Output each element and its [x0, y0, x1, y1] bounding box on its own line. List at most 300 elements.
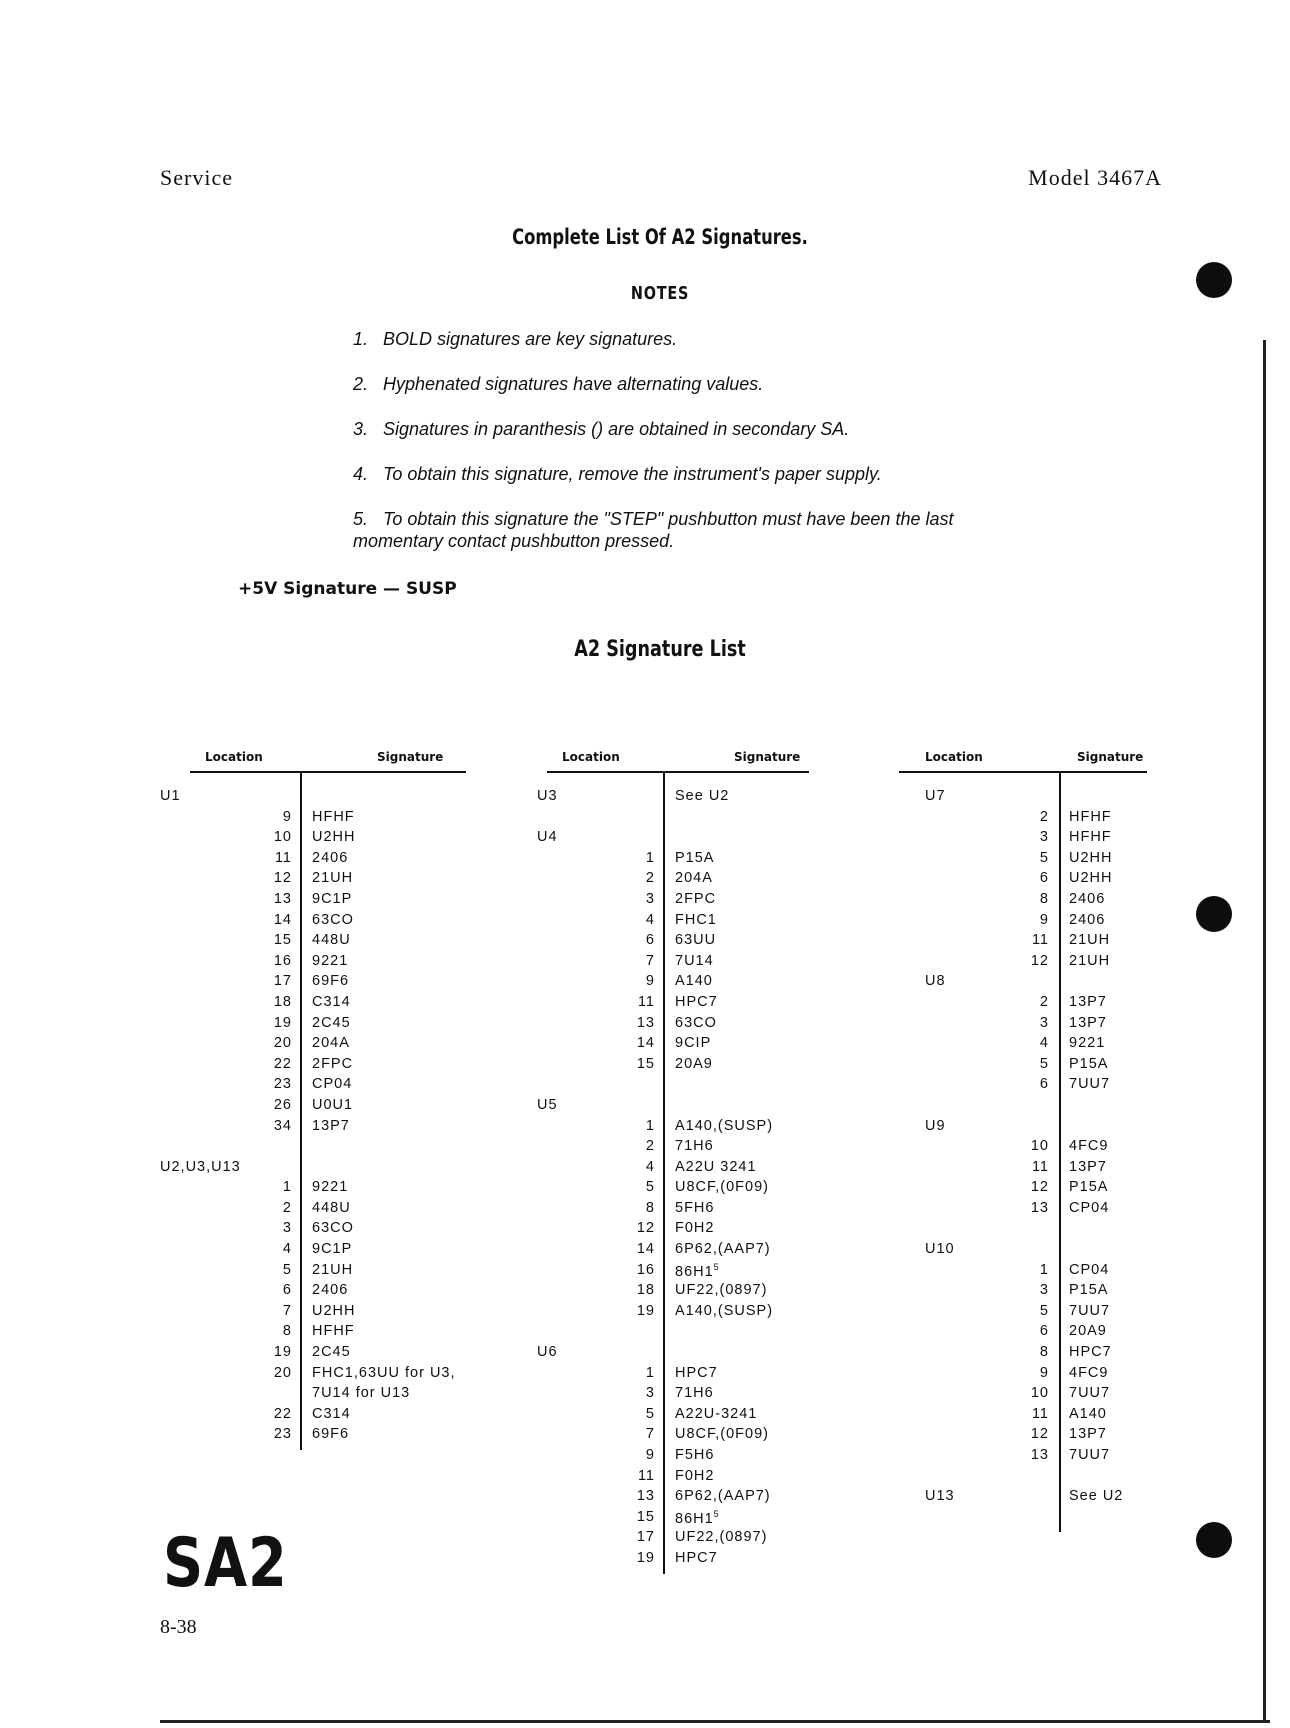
- pin-number: 1: [1039, 1261, 1049, 1278]
- pin-number: 3: [1039, 829, 1049, 846]
- pin-number: 5: [645, 1405, 655, 1422]
- pin-number: 15: [273, 932, 292, 949]
- pin-number: 12: [636, 1220, 655, 1237]
- binder-hole-marker: [1196, 1522, 1232, 1558]
- signature-text: 7U14: [675, 952, 714, 969]
- signature-value: [1069, 1262, 1109, 1278]
- signature-value: [675, 1241, 771, 1257]
- signature-value: [675, 1529, 767, 1545]
- signature-text: 20A9: [1069, 1323, 1107, 1340]
- signature-value: [312, 1179, 348, 1195]
- signature-value: [1069, 1056, 1108, 1072]
- signature-value: [312, 1303, 355, 1319]
- pin-number: 18: [636, 1282, 655, 1299]
- signature-text: 86H1: [675, 1263, 714, 1280]
- pin-number: 2: [1039, 808, 1049, 825]
- header-rule: [899, 771, 1147, 773]
- signature-text: 2406: [312, 849, 349, 866]
- signature-value: [1069, 829, 1112, 845]
- pin-number: 20: [273, 1364, 292, 1381]
- signature-text: CP04: [312, 1076, 353, 1093]
- note-text: Hyphenated signatures have alternating values.: [383, 374, 764, 394]
- signature-text: 63CO: [312, 911, 354, 928]
- location-group: U5: [537, 1096, 558, 1113]
- page-edge-right: [1263, 340, 1266, 1720]
- signature-value: [312, 1097, 353, 1113]
- signature-text: P15A: [675, 849, 715, 866]
- signature-value: [675, 1468, 714, 1484]
- signature-text: 13P7: [1069, 1426, 1107, 1443]
- pin-number: 8: [645, 1199, 655, 1216]
- signature-value: [1069, 1447, 1110, 1463]
- pin-number: 1: [645, 849, 655, 866]
- signature-text: 21UH: [312, 1261, 354, 1278]
- signature-text: 86H1: [675, 1510, 714, 1527]
- pin-number: 3: [645, 890, 655, 907]
- signature-value: [1069, 809, 1112, 825]
- signature-value: [675, 1159, 757, 1175]
- signature-header: Signature: [734, 750, 801, 764]
- signature-value: [312, 1076, 352, 1092]
- signature-text: CP04: [1069, 1261, 1110, 1278]
- signature-text: A140: [675, 973, 713, 990]
- signature-value: [312, 1426, 349, 1442]
- note-text: Signatures in paranthesis () are obtained in secondary SA.: [383, 419, 850, 439]
- signature-value: [1069, 1015, 1107, 1031]
- signature-text: 63CO: [675, 1014, 717, 1031]
- location-group: U13: [925, 1488, 955, 1505]
- signature-value: [312, 850, 348, 866]
- note-item: [353, 373, 993, 395]
- signature-value: [675, 1138, 714, 1154]
- pin-number: 4: [645, 1158, 655, 1175]
- pin-number: 13: [273, 890, 292, 907]
- signature-text: HPC7: [675, 1364, 718, 1381]
- pin-number: 8: [1039, 1344, 1049, 1361]
- location-group: U8: [925, 973, 946, 990]
- signature-value: [675, 932, 716, 948]
- pin-number: 7: [645, 952, 655, 969]
- signature-value: [675, 891, 716, 907]
- signature-text: 21UH: [1069, 932, 1111, 949]
- signature-text: F5H6: [675, 1447, 715, 1463]
- header-section-label: Service: [160, 165, 233, 190]
- signature-text: U2HH: [312, 1302, 356, 1319]
- pin-number: 19: [636, 1302, 655, 1319]
- signature-value: [1069, 850, 1112, 866]
- pin-number: 4: [282, 1241, 292, 1258]
- signature-text: 2406: [1069, 911, 1106, 928]
- signature-text: HPC7: [1069, 1344, 1112, 1361]
- location-group: U1: [160, 788, 181, 804]
- signature-value: [675, 1426, 769, 1442]
- signature-text: 71H6: [675, 1385, 714, 1402]
- signature-text: A22U 3241: [675, 1158, 757, 1175]
- pin-number: 18: [273, 993, 292, 1010]
- signature-text: CP04: [1069, 1199, 1110, 1216]
- signature-text: U8CF,(0F09): [675, 1426, 769, 1443]
- signature-value: [312, 1323, 355, 1339]
- pin-number: 11: [637, 993, 655, 1010]
- signature-text: 7UU7: [1069, 1447, 1111, 1463]
- binder-hole-marker: [1196, 896, 1232, 932]
- location-header: Location: [562, 750, 620, 764]
- pin-number: 10: [273, 829, 292, 846]
- signature-text: 63CO: [312, 1220, 354, 1237]
- signature-text: C314: [312, 1405, 351, 1422]
- signature-text: U0U1: [312, 1096, 354, 1113]
- signature-value: [675, 1303, 773, 1319]
- location-group: U9: [925, 1117, 946, 1134]
- note-text: To obtain this signature, remove the instrument's paper supply.: [383, 464, 882, 484]
- signature-value: [1069, 1406, 1107, 1422]
- signature-text: 4FC9: [1069, 1138, 1109, 1155]
- pin-number: 9: [1039, 911, 1049, 928]
- page-edge-bottom: [160, 1720, 1270, 1723]
- column-divider: [663, 772, 665, 1574]
- pin-number: 13: [1030, 1447, 1049, 1463]
- signature-text: HFHF: [1069, 829, 1112, 846]
- signature-list-title: A2 Signature List: [574, 637, 746, 662]
- pin-number: 6: [1039, 1076, 1049, 1093]
- signature-text: 7UU7: [1069, 1076, 1111, 1093]
- location-group: U2,U3,U13: [160, 1158, 241, 1175]
- pin-number: 2: [645, 870, 655, 887]
- pin-number: 14: [636, 1035, 655, 1052]
- signature-text: 9221: [1069, 1035, 1106, 1052]
- signature-header: Signature: [377, 750, 444, 764]
- pin-number: 14: [273, 911, 292, 928]
- signature-text: HFHF: [1069, 808, 1112, 825]
- location-group: U7: [925, 788, 946, 804]
- signature-value: [1069, 1200, 1109, 1216]
- signature-value: [312, 809, 355, 825]
- signature-value: [312, 953, 348, 969]
- signature-value: [675, 1015, 717, 1031]
- pin-number: 9: [282, 808, 292, 825]
- signature-value: [312, 1365, 456, 1381]
- signature-text: HFHF: [312, 1323, 355, 1340]
- signature-value: [312, 912, 354, 928]
- signature-value: [675, 1179, 769, 1195]
- signature-value: [675, 788, 729, 804]
- pin-number: 15: [636, 1508, 655, 1525]
- signature-text: P15A: [1069, 1179, 1109, 1196]
- signature-value: [1069, 1344, 1112, 1360]
- pin-number: 11: [1031, 1405, 1049, 1422]
- location-group: U10: [925, 1241, 955, 1258]
- pin-number: 11: [274, 849, 292, 866]
- pin-number: 5: [282, 1261, 292, 1278]
- signature-text: HFHF: [312, 808, 355, 825]
- signature-value: [312, 1385, 410, 1401]
- signature-text: 2C45: [312, 1014, 351, 1031]
- signature-text: 5FH6: [675, 1199, 715, 1216]
- signature-value: [1069, 1076, 1110, 1092]
- signature-value: [312, 994, 351, 1010]
- pin-number: 23: [273, 1426, 292, 1443]
- signature-value: [1069, 1179, 1108, 1195]
- pin-number: 17: [273, 973, 292, 990]
- signature-value: [675, 1385, 714, 1401]
- signature-value: [1069, 1282, 1108, 1298]
- signature-value: [1069, 1138, 1108, 1154]
- signature-text: 2406: [312, 1282, 349, 1299]
- pin-number: 1: [645, 1364, 655, 1381]
- pin-number: 23: [273, 1076, 292, 1093]
- signature-text: HPC7: [675, 993, 718, 1010]
- note-item: [353, 508, 993, 552]
- pin-number: 13: [636, 1488, 655, 1505]
- signature-value: [1069, 953, 1110, 969]
- signature-text: 204A: [312, 1035, 350, 1052]
- signature-text: HPC7: [675, 1549, 718, 1566]
- pin-number: 7: [645, 1426, 655, 1443]
- note-number: 4.: [353, 464, 369, 484]
- signature-value: [1069, 1323, 1107, 1339]
- signature-value: [675, 1406, 757, 1422]
- pin-number: 19: [273, 1014, 292, 1031]
- notes-heading: NOTES: [630, 283, 690, 304]
- signature-text: 9CIP: [675, 1035, 712, 1052]
- signature-value: [312, 1200, 351, 1216]
- pin-number: 5: [1039, 1302, 1049, 1319]
- signature-text: A140: [1069, 1405, 1107, 1422]
- note-item: [353, 328, 993, 350]
- signature-value: [312, 1015, 351, 1031]
- signature-text: See U2: [675, 788, 730, 804]
- section-tag-sa2: SA2: [163, 1524, 288, 1603]
- pin-number: 12: [1030, 1179, 1049, 1196]
- pin-number: 5: [645, 1179, 655, 1196]
- signature-value: [1069, 1488, 1123, 1504]
- signature-text: A22U-3241: [675, 1405, 758, 1422]
- signature-value: [675, 1035, 711, 1051]
- signature-value: [675, 1056, 713, 1072]
- signature-value: [675, 1488, 771, 1504]
- note-text: To obtain this signature the "STEP" pushbutton must have been the last momentary contact pushbutton pressed.: [353, 509, 954, 551]
- signature-text: 2FPC: [675, 890, 717, 907]
- signature-text: 9221: [312, 952, 349, 969]
- pin-number: 14: [636, 1241, 655, 1258]
- header-model-label: Model 3467A: [1028, 165, 1162, 190]
- page-number: 8-38: [160, 1616, 197, 1638]
- signature-text: FHC1: [675, 911, 717, 928]
- header-rule: [190, 771, 466, 773]
- signature-value: [312, 1406, 351, 1422]
- signature-text: F0H2: [675, 1467, 715, 1484]
- signature-value: [1069, 932, 1110, 948]
- signature-text: 69F6: [312, 1426, 350, 1443]
- pin-number: 6: [645, 932, 655, 949]
- pin-number: 17: [636, 1529, 655, 1546]
- note-text: BOLD signatures are key signatures.: [383, 329, 678, 349]
- pin-number: 2: [282, 1199, 292, 1216]
- signature-text: 4FC9: [1069, 1364, 1109, 1381]
- signature-value: [312, 973, 349, 989]
- pin-number: 4: [645, 911, 655, 928]
- signature-value: [1069, 912, 1105, 928]
- signature-value: [1069, 1385, 1110, 1401]
- signature-text: 6P62,(AAP7): [675, 1241, 771, 1258]
- signature-value: [675, 912, 717, 928]
- signature-text: C314: [312, 993, 351, 1010]
- pin-number: 8: [282, 1323, 292, 1340]
- signature-value: [1069, 1159, 1107, 1175]
- note-item: [353, 418, 993, 440]
- signature-value: [312, 1344, 351, 1360]
- signature-value: [675, 1509, 720, 1527]
- signature-text: U2HH: [312, 829, 356, 846]
- signature-text: 13P7: [312, 1117, 350, 1134]
- signature-text: 13P7: [1069, 1158, 1107, 1175]
- plus5v-signature: +5V Signature — SUSP: [238, 579, 457, 599]
- pin-number: 19: [636, 1549, 655, 1566]
- signature-value: [675, 1118, 773, 1134]
- location-group: U3: [537, 788, 558, 804]
- pin-number: 20: [273, 1035, 292, 1052]
- pin-number: 10: [1030, 1385, 1049, 1402]
- pin-number: 11: [1031, 932, 1049, 949]
- binder-hole-marker: [1196, 262, 1232, 298]
- column-divider: [1059, 772, 1061, 1532]
- signature-text: 7UU7: [1069, 1302, 1111, 1319]
- location-header: Location: [925, 750, 983, 764]
- pin-number: 12: [1030, 1426, 1049, 1443]
- signature-value: [312, 1282, 348, 1298]
- pin-number: 4: [1039, 1035, 1049, 1052]
- pin-number: 13: [636, 1014, 655, 1031]
- signature-value: [675, 870, 713, 886]
- signature-value: [675, 1550, 718, 1566]
- signature-value: [312, 1220, 354, 1236]
- pin-number: 22: [273, 1405, 292, 1422]
- signature-value: [312, 1118, 350, 1134]
- signature-text: P15A: [1069, 1282, 1109, 1299]
- signature-value: [312, 891, 352, 907]
- pin-number: 6: [1039, 1323, 1049, 1340]
- signature-value: [312, 1241, 352, 1257]
- signature-value: [675, 1200, 714, 1216]
- signature-text: UF22,(0897): [675, 1282, 768, 1299]
- pin-number: 13: [1030, 1199, 1049, 1216]
- signature-text: U2HH: [1069, 849, 1113, 866]
- signature-text: A140,(SUSP): [675, 1117, 774, 1134]
- signature-text: 9221: [312, 1179, 349, 1196]
- signature-text: 20A9: [675, 1055, 713, 1072]
- signature-value: [675, 994, 718, 1010]
- location-group: U4: [537, 829, 558, 846]
- pin-number: 3: [645, 1385, 655, 1402]
- note-number: 3.: [353, 419, 369, 439]
- signature-value: [1069, 1426, 1107, 1442]
- pin-number: 11: [1031, 1158, 1049, 1175]
- signature-text: 7UU7: [1069, 1385, 1111, 1402]
- signature-value: [1069, 994, 1107, 1010]
- pin-number: 6: [1039, 870, 1049, 887]
- note-item: [353, 463, 993, 485]
- signature-text: 6P62,(AAP7): [675, 1488, 771, 1505]
- column-divider: [300, 772, 302, 1450]
- pin-number: 1: [282, 1179, 292, 1196]
- signature-value: [1069, 1365, 1108, 1381]
- signature-value: [675, 953, 714, 969]
- signature-text: F0H2: [675, 1220, 715, 1237]
- pin-number: 6: [282, 1282, 292, 1299]
- header-rule: [547, 771, 809, 773]
- pin-number: 3: [1039, 1014, 1049, 1031]
- pin-number: 9: [645, 973, 655, 990]
- signature-value: [675, 973, 713, 989]
- signature-text: 448U: [312, 1199, 351, 1216]
- pin-number: 7: [282, 1302, 292, 1319]
- signature-value: [675, 1365, 718, 1381]
- signature-text: 71H6: [675, 1138, 714, 1155]
- signature-value: [312, 1056, 353, 1072]
- pin-number: 2: [1039, 993, 1049, 1010]
- pin-number: 16: [636, 1261, 655, 1278]
- note-reference: 5: [713, 1261, 720, 1272]
- signature-text: 2C45: [312, 1344, 351, 1361]
- pin-number: 5: [1039, 1055, 1049, 1072]
- pin-number: 12: [273, 870, 292, 887]
- signature-text: 69F6: [312, 973, 350, 990]
- signature-value: [312, 829, 355, 845]
- signature-text: 21UH: [312, 870, 354, 887]
- signature-text: 9C1P: [312, 890, 353, 907]
- pin-number: 19: [273, 1344, 292, 1361]
- pin-number: 2: [645, 1138, 655, 1155]
- signature-text: U8CF,(0F09): [675, 1179, 769, 1196]
- signature-text: 448U: [312, 932, 351, 949]
- signature-value: [675, 850, 714, 866]
- signature-value: [675, 1447, 714, 1463]
- location-header: Location: [205, 750, 263, 764]
- signature-text: 204A: [675, 870, 713, 887]
- signature-value: [1069, 870, 1112, 886]
- signature-header: Signature: [1077, 750, 1144, 764]
- signature-value: [675, 1262, 720, 1280]
- pin-number: 10: [1030, 1138, 1049, 1155]
- pin-number: 8: [1039, 890, 1049, 907]
- signature-value: [1069, 891, 1105, 907]
- pin-number: 12: [1030, 952, 1049, 969]
- signature-text: 63UU: [675, 932, 717, 949]
- pin-number: 11: [637, 1467, 655, 1484]
- signature-value: [312, 1035, 350, 1051]
- signature-text: A140,(SUSP): [675, 1302, 774, 1319]
- signature-text: See U2: [1069, 1488, 1124, 1505]
- note-number: 1.: [353, 329, 369, 349]
- note-number: 5.: [353, 509, 369, 529]
- pin-number: 3: [1039, 1282, 1049, 1299]
- signature-text: FHC1,63UU for U3,: [312, 1364, 456, 1381]
- signature-text: U2HH: [1069, 870, 1113, 887]
- location-group: U6: [537, 1344, 558, 1361]
- signature-text: 7U14 for U13: [312, 1385, 411, 1402]
- signature-text: UF22,(0897): [675, 1529, 768, 1546]
- pin-number: 22: [273, 1055, 292, 1072]
- pin-number: 15: [636, 1055, 655, 1072]
- signature-text: 2FPC: [312, 1055, 354, 1072]
- signature-value: [312, 870, 353, 886]
- notes-list: [353, 328, 993, 575]
- pin-number: 16: [273, 952, 292, 969]
- signature-value: [675, 1220, 714, 1236]
- signature-text: 9C1P: [312, 1241, 353, 1258]
- signature-text: 21UH: [1069, 952, 1111, 969]
- note-number: 2.: [353, 374, 369, 394]
